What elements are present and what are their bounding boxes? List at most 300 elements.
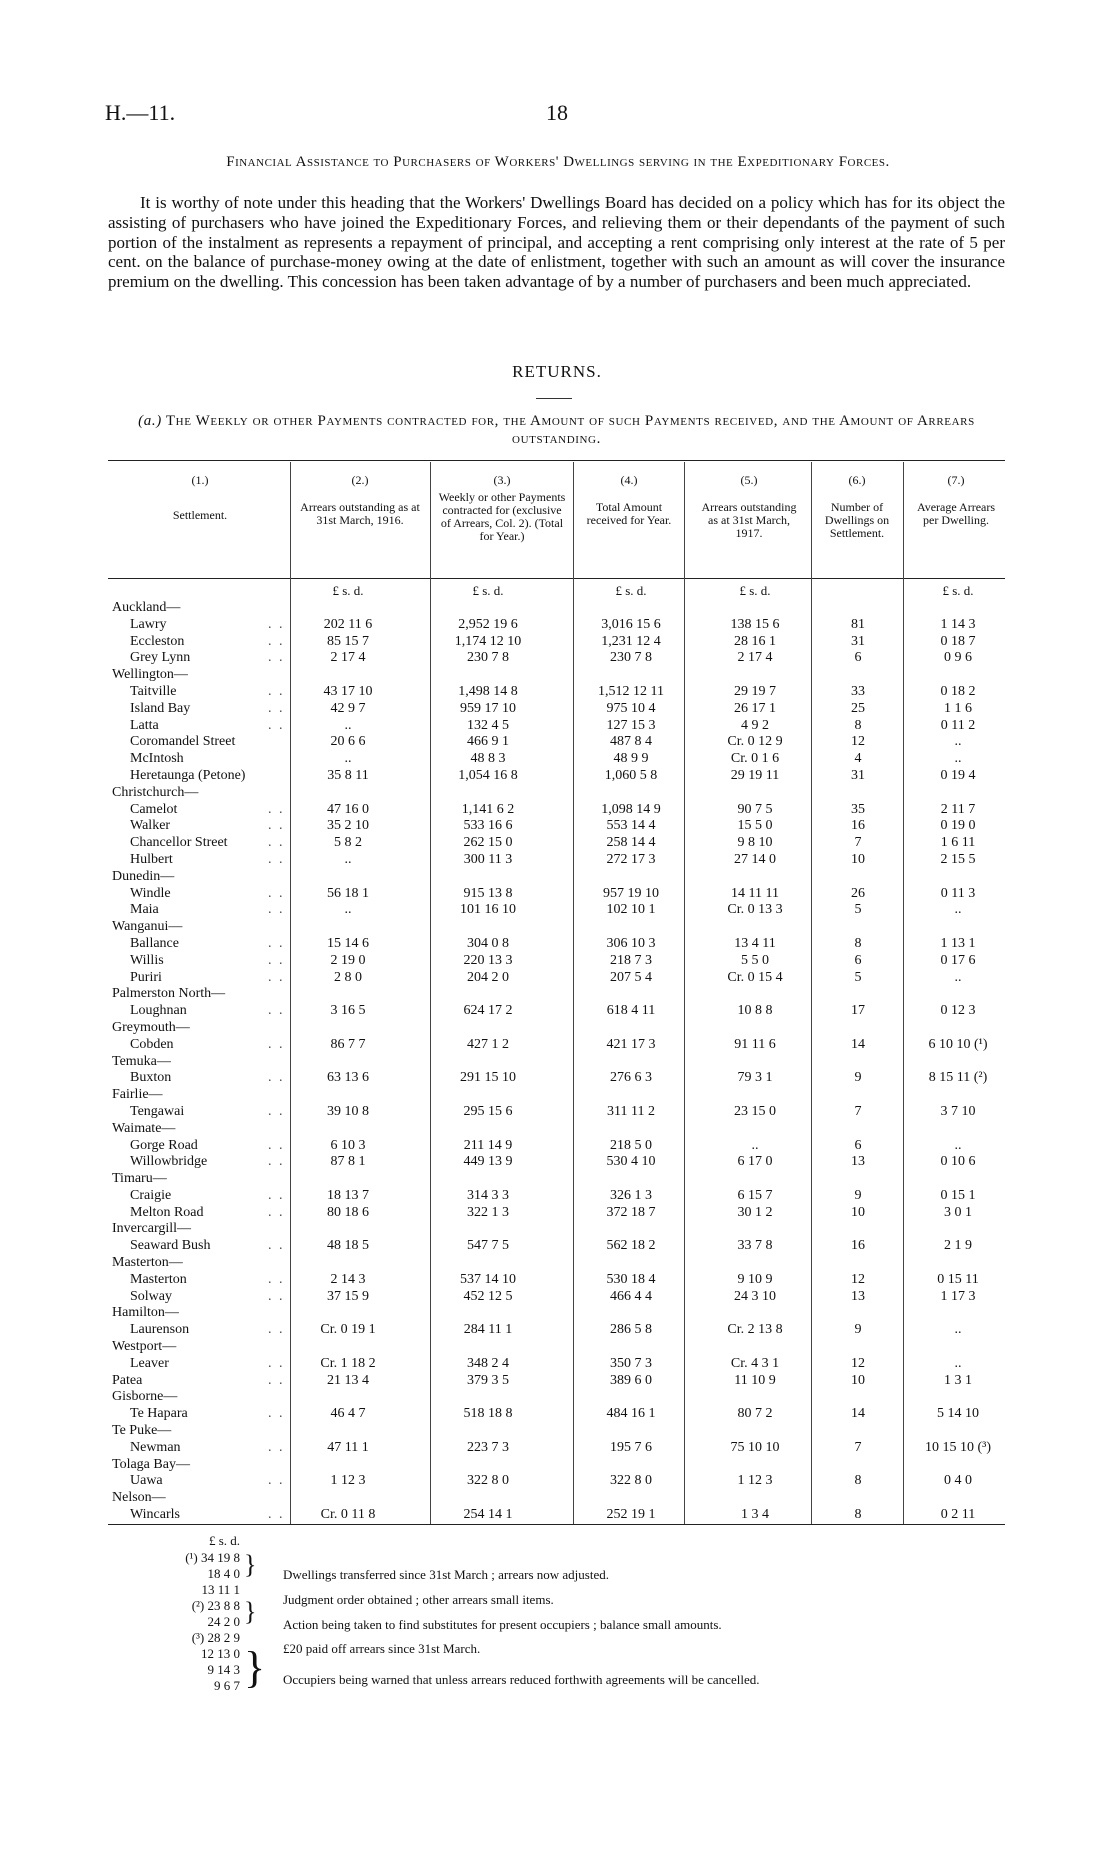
table-cell: 0 18 2	[940, 683, 976, 699]
table-cell: 13	[851, 1288, 865, 1304]
table-cell: 35 8 11	[327, 767, 369, 783]
leader-dots: . .	[268, 1406, 285, 1422]
settlement-name: Island Bay	[130, 700, 191, 716]
section-title: Financial Assistance to Purchasers of Workers' Dwellings serving in the Expeditionary Forces.	[226, 154, 890, 170]
settlement-name: Patea	[112, 1372, 143, 1388]
table-cell: 618 4 11	[606, 1003, 656, 1019]
short-rule	[536, 398, 572, 399]
table-cell: 0 11 3	[940, 885, 976, 901]
table-cell: 5 8 2	[334, 835, 362, 851]
settlement-name: Wellington—	[112, 667, 188, 683]
settlement-name: Gorge Road	[130, 1137, 198, 1153]
table-cell: 533 16 6	[463, 818, 513, 834]
table-cell: 127 15 3	[606, 717, 656, 733]
table-row	[0, 650, 1114, 667]
table-cell: 466 9 1	[467, 734, 509, 750]
settlement-name: Leaver	[130, 1355, 169, 1371]
table-cell: 85 15 7	[327, 633, 369, 649]
table-top-rule	[108, 460, 1005, 461]
table-cell: 975 10 4	[606, 700, 656, 716]
table-cell: 220 13 3	[463, 952, 513, 968]
table-cell: 2 15 5	[940, 851, 976, 867]
table-row	[0, 1406, 1114, 1423]
settlement-name: Christchurch—	[112, 784, 199, 800]
table-cell: 138 15 6	[730, 616, 780, 632]
table-cell: 13	[851, 1154, 865, 1170]
column-header-total-received	[576, 474, 682, 527]
table-cell: 81	[851, 616, 865, 632]
table-cell: 8	[854, 717, 862, 733]
table-row	[0, 852, 1114, 869]
footnote-units: £ s. d.	[208, 1533, 240, 1548]
table-cell: 1,231 12 4	[601, 633, 661, 649]
table-cell: Cr. 4 3 1	[730, 1355, 780, 1371]
leader-dots: . .	[268, 1372, 285, 1388]
leader-dots: . .	[268, 902, 285, 918]
table-cell: 24 3 10	[734, 1288, 776, 1304]
table-cell: 2,952 19 6	[458, 616, 518, 632]
table-cell: Cr. 0 11 8	[320, 1507, 376, 1523]
table-cell: 5 5 0	[741, 952, 769, 968]
table-cell: 10	[851, 1204, 865, 1220]
table-cell: ..	[954, 902, 962, 918]
table-cell: 322 1 3	[467, 1204, 509, 1220]
table-cell: ..	[954, 734, 962, 750]
table-cell: 2 11 7	[940, 801, 976, 817]
column-number: (1.)	[191, 473, 209, 487]
table-cell: 12	[851, 734, 865, 750]
table-cell: 204 2 0	[467, 969, 509, 985]
table-cell: 300 11 3	[463, 851, 513, 867]
table-cell: 1 1 6	[944, 700, 972, 716]
settlement-name: Loughnan	[130, 1003, 187, 1019]
table-cell: 1 3 1	[944, 1372, 972, 1388]
settlement-name: Melton Road	[130, 1204, 204, 1220]
column-header-settlement	[112, 474, 288, 522]
table-cell: 3 16 5	[330, 1003, 366, 1019]
table-cell: 8	[854, 1507, 862, 1523]
table-row	[0, 1003, 1114, 1020]
table-cell: 0 2 11	[940, 1507, 976, 1523]
table-cell: 258 14 4	[606, 835, 656, 851]
table-cell: 530 18 4	[606, 1271, 656, 1287]
table-cell: 3 0 1	[944, 1204, 972, 1220]
column-number: (3.)	[493, 473, 511, 487]
table-cell: Cr. 0 13 3	[727, 902, 783, 918]
table-cell: 2 8 0	[334, 969, 362, 985]
settlement-name: Te Puke—	[112, 1423, 172, 1439]
leader-dots: . .	[268, 1187, 285, 1203]
page-number: 18	[546, 100, 568, 125]
table-cell: ..	[954, 1322, 962, 1338]
table-cell: 47 16 0	[327, 801, 369, 817]
table-cell: 254 14 1	[463, 1507, 513, 1523]
settlement-name: Windle	[130, 885, 171, 901]
table-cell: 4	[854, 751, 862, 767]
table-row	[0, 1473, 1114, 1490]
table-cell: 6 10 10 (¹)	[928, 1036, 988, 1052]
settlement-name: Willowbridge	[130, 1154, 208, 1170]
units-row	[0, 583, 1114, 600]
settlement-name: Temuka—	[112, 1053, 171, 1069]
table-cell: 9	[854, 1322, 862, 1338]
table-cell: 48 9 9	[613, 751, 649, 767]
settlement-name: Eccleston	[130, 633, 185, 649]
settlement-name: Palmerston North—	[112, 986, 226, 1002]
leader-dots: . .	[268, 969, 285, 985]
column-label: Weekly or other Payments contracted for (exclusive of Arrears, Col. 2). (Total for Year.)	[438, 490, 566, 543]
table-row	[0, 1154, 1114, 1171]
table-row	[0, 902, 1114, 919]
leader-dots: . .	[268, 1154, 285, 1170]
settlement-name: Fairlie—	[112, 1087, 163, 1103]
settlement-name: Masterton	[130, 1271, 187, 1287]
table-cell: 26 17 1	[734, 700, 776, 716]
table-cell: 101 16 10	[460, 902, 516, 918]
settlement-name: Newman	[130, 1439, 181, 1455]
settlement-name: Coromandel Street	[130, 734, 236, 750]
table-cell: 18 13 7	[327, 1187, 369, 1203]
leader-dots: . .	[268, 1322, 285, 1338]
settlement-name: Te Hapara	[130, 1406, 188, 1422]
table-row	[0, 1322, 1114, 1339]
table-cell: 14	[851, 1036, 865, 1052]
footnote-amount: 18 4 0	[207, 1566, 240, 1581]
table-cell: 1 6 11	[940, 835, 976, 851]
table-cell: 272 17 3	[606, 851, 656, 867]
table-cell: 1 13 1	[940, 935, 976, 951]
leader-dots: . .	[268, 1439, 285, 1455]
table-cell: 35	[851, 801, 865, 817]
table-group-row	[0, 1221, 1114, 1238]
table-cell: 10	[851, 851, 865, 867]
table-cell: 547 7 5	[467, 1238, 509, 1254]
table-cell: 6 15 7	[737, 1187, 773, 1203]
leader-dots: . .	[268, 1103, 285, 1119]
table-cell: 230 7 8	[467, 650, 509, 666]
table-cell: 11 10 9	[734, 1372, 776, 1388]
table-cell: 8 15 11 (²)	[928, 1070, 988, 1086]
table-row	[0, 1070, 1114, 1087]
table-cell: 295 15 6	[463, 1103, 513, 1119]
table-cell: 48 18 5	[327, 1238, 369, 1254]
table-cell: 223 7 3	[467, 1439, 509, 1455]
table-cell: 42 9 7	[330, 700, 366, 716]
unit-label: £ s. d.	[615, 583, 647, 598]
table-cell: 452 12 5	[463, 1288, 513, 1304]
leader-dots: . .	[268, 1507, 285, 1523]
table-cell: 2 1 9	[944, 1238, 972, 1254]
leader-dots: . .	[268, 1473, 285, 1489]
table-cell: 487 8 4	[610, 734, 652, 750]
table-cell: 230 7 8	[610, 650, 652, 666]
table-cell: ..	[954, 1137, 962, 1153]
table-cell: 1 14 3	[940, 616, 976, 632]
table-cell: 4 9 2	[741, 717, 769, 733]
table-cell: Cr. 2 13 8	[727, 1322, 783, 1338]
footnote-brace: }	[244, 1550, 257, 1579]
table-row	[0, 1356, 1114, 1373]
table-cell: 33	[851, 683, 865, 699]
table-cell: 10 8 8	[737, 1003, 773, 1019]
table-cell: 1 17 3	[940, 1288, 976, 1304]
settlement-name: Maia	[130, 902, 159, 918]
table-cell: 291 15 10	[460, 1070, 516, 1086]
table-cell: 1,512 12 11	[598, 683, 664, 699]
table-group-row	[0, 869, 1114, 886]
settlement-name: Buxton	[130, 1070, 172, 1086]
unit-label: £ s. d.	[332, 583, 364, 598]
table-title-text: The Weekly or other Payments contracted for, the Amount of such Payments received, and the Amount of Arrears outstanding.	[165, 413, 975, 447]
settlement-name: Camelot	[130, 801, 178, 817]
settlement-name: Laurenson	[130, 1322, 190, 1338]
settlement-name: Westport—	[112, 1339, 177, 1355]
settlement-name: Timaru—	[112, 1171, 167, 1187]
table-group-row	[0, 1305, 1114, 1322]
table-group-row	[0, 1423, 1114, 1440]
table-cell: 262 15 0	[463, 835, 513, 851]
settlement-name: Heretaunga (Petone)	[130, 767, 246, 783]
settlement-name: McIntosh	[130, 751, 184, 767]
table-cell: 5	[854, 902, 862, 918]
footnote-amount: 24 2 0	[207, 1614, 240, 1629]
column-header-arrears-1916	[300, 474, 420, 527]
table-cell: Cr. 0 15 4	[727, 969, 783, 985]
table-cell: 1 12 3	[737, 1473, 773, 1489]
table-cell: 484 16 1	[606, 1406, 656, 1422]
table-cell: 46 4 7	[330, 1406, 366, 1422]
table-cell: 372 18 7	[606, 1204, 656, 1220]
column-header-dwellings	[814, 474, 900, 540]
settlement-name: Grey Lynn	[130, 650, 191, 666]
table-row	[0, 1238, 1114, 1255]
table-cell: 0 9 6	[944, 650, 972, 666]
table-cell: 2 17 4	[737, 650, 773, 666]
table-cell: 35 2 10	[327, 818, 369, 834]
table-row	[0, 734, 1114, 751]
unit-label: £ s. d.	[942, 583, 974, 598]
table-cell: 63 13 6	[327, 1070, 369, 1086]
table-cell: 6 10 3	[330, 1137, 366, 1153]
table-cell: 21 13 4	[327, 1372, 369, 1388]
table-row	[0, 1205, 1114, 1222]
leader-dots: . .	[268, 1288, 285, 1304]
leader-dots: . .	[268, 801, 285, 817]
leader-dots: . .	[268, 885, 285, 901]
table-cell: 29 19 7	[734, 683, 776, 699]
table-row	[0, 970, 1114, 987]
footnote-amount: 9 14 3	[207, 1662, 240, 1677]
table-cell: 9 10 9	[737, 1271, 773, 1287]
leader-dots: . .	[268, 683, 285, 699]
table-cell: Cr. 0 19 1	[320, 1322, 376, 1338]
leader-dots: . .	[268, 935, 285, 951]
returns-heading: RETURNS.	[512, 362, 602, 381]
settlement-name: Invercargill—	[112, 1221, 192, 1237]
table-cell: 15 14 6	[327, 935, 369, 951]
table-cell: 1,498 14 8	[458, 683, 518, 699]
table-cell: ..	[954, 751, 962, 767]
table-cell: 1,054 16 8	[458, 767, 518, 783]
column-header-payments	[436, 474, 568, 543]
table-cell: 20 6 6	[330, 734, 366, 750]
column-label: Average Arrears per Dwelling.	[916, 500, 996, 527]
table-cell: 218 5 0	[610, 1137, 652, 1153]
table-cell: 47 11 1	[327, 1439, 369, 1455]
column-number: (7.)	[947, 473, 965, 487]
table-row	[0, 1373, 1114, 1390]
settlement-name: Auckland—	[112, 600, 181, 615]
footnote-amount: 12 13 0	[201, 1646, 240, 1661]
table-cell: 389 6 0	[610, 1372, 652, 1388]
leader-dots: . .	[268, 633, 285, 649]
unit-label: £ s. d.	[739, 583, 771, 598]
table-cell: 16	[851, 1238, 865, 1254]
table-cell: 314 3 3	[467, 1187, 509, 1203]
table-cell: 0 4 0	[944, 1473, 972, 1489]
table-row	[0, 634, 1114, 651]
leader-dots: . .	[268, 1137, 285, 1153]
table-cell: 7	[854, 1103, 862, 1119]
footnote-note: Occupiers being warned that unless arrears reduced forthwith agreements will be cancelled.	[283, 1672, 760, 1687]
unit-label: £ s. d.	[472, 583, 504, 598]
table-group-row	[0, 1020, 1114, 1037]
table-cell: 48 8 3	[470, 751, 506, 767]
settlement-name: Cobden	[130, 1036, 174, 1052]
table-header-rule	[108, 578, 1005, 579]
leader-dots: . .	[268, 1355, 285, 1371]
table-row	[0, 835, 1114, 852]
table-cell: Cr. 0 1 6	[730, 751, 780, 767]
table-cell: 562 18 2	[606, 1238, 656, 1254]
table-cell: 348 2 4	[467, 1355, 509, 1371]
settlement-name: Ballance	[130, 935, 179, 951]
table-cell: 276 6 3	[610, 1070, 652, 1086]
table-cell: 449 13 9	[463, 1154, 513, 1170]
settlement-name: Solway	[130, 1288, 172, 1304]
table-group-row	[0, 1255, 1114, 1272]
table-cell: 15 5 0	[737, 818, 773, 834]
table-cell: 518 18 8	[463, 1406, 513, 1422]
leader-dots: . .	[268, 952, 285, 968]
table-cell: ..	[954, 1355, 962, 1371]
table-cell: 6	[854, 1137, 862, 1153]
table-cell: 13 4 11	[734, 935, 776, 951]
footnote-amount: (³) 28 2 9	[191, 1630, 240, 1645]
table-group-row	[0, 785, 1114, 802]
table-group-row	[0, 1171, 1114, 1188]
column-number: (2.)	[351, 473, 369, 487]
table-group-row	[0, 1087, 1114, 1104]
table-row	[0, 768, 1114, 785]
leader-dots: . .	[268, 717, 285, 733]
table-cell: 5	[854, 969, 862, 985]
table-cell: 1,060 5 8	[604, 767, 658, 783]
table-cell: 427 1 2	[467, 1036, 509, 1052]
footnote-brace: }	[244, 1643, 266, 1692]
table-cell: 5 14 10	[937, 1406, 979, 1422]
settlement-name: Hulbert	[130, 851, 173, 867]
settlement-name: Willis	[130, 952, 164, 968]
settlement-name: Craigie	[130, 1187, 172, 1203]
footnote-amount: 9 6 7	[214, 1678, 240, 1693]
table-cell: 0 17 6	[940, 952, 976, 968]
table-cell: 10	[851, 1372, 865, 1388]
table-cell: ..	[954, 969, 962, 985]
settlement-name: Walker	[130, 818, 171, 834]
table-row	[0, 751, 1114, 768]
table-cell: 9 8 10	[737, 835, 773, 851]
table-cell: 1,141 6 2	[461, 801, 515, 817]
table-cell: 915 13 8	[463, 885, 513, 901]
leader-dots: . .	[268, 1271, 285, 1287]
table-cell: ..	[344, 717, 352, 733]
table-cell: 379 3 5	[467, 1372, 509, 1388]
settlement-name: Greymouth—	[112, 1019, 190, 1035]
footnote-note: £20 paid off arrears since 31st March.	[283, 1641, 481, 1656]
table-cell: 322 8 0	[467, 1473, 509, 1489]
leader-dots: . .	[268, 1003, 285, 1019]
table-row	[0, 701, 1114, 718]
table-title	[108, 412, 1005, 448]
table-cell: 25	[851, 700, 865, 716]
table-cell: 43 17 10	[323, 683, 373, 699]
table-cell: 0 19 0	[940, 818, 976, 834]
table-cell: 350 7 3	[610, 1355, 652, 1371]
table-group-row	[0, 1457, 1114, 1474]
table-cell: 553 14 4	[606, 818, 656, 834]
column-label: Settlement.	[172, 508, 228, 522]
table-cell: ..	[344, 851, 352, 867]
table-cell: 86 7 7	[330, 1036, 366, 1052]
table-cell: 326 1 3	[610, 1187, 652, 1203]
table-cell: 306 10 3	[606, 935, 656, 951]
leader-dots: . .	[268, 851, 285, 867]
table-row	[0, 886, 1114, 903]
table-group-row	[0, 919, 1114, 936]
table-cell: 0 12 3	[940, 1003, 976, 1019]
table-cell: 29 19 11	[730, 767, 780, 783]
table-cell: 132 4 5	[467, 717, 509, 733]
table-cell: 39 10 8	[327, 1103, 369, 1119]
table-cell: 2 17 4	[330, 650, 366, 666]
footnote-note: Dwellings transferred since 31st March ; arrears now adjusted.	[283, 1567, 609, 1582]
table-cell: 80 7 2	[737, 1406, 773, 1422]
table-cell: 3 7 10	[940, 1103, 976, 1119]
table-cell: 1 12 3	[330, 1473, 366, 1489]
table-cell: 31	[851, 633, 865, 649]
table-title-label: (a.)	[138, 413, 162, 429]
table-cell: 12	[851, 1355, 865, 1371]
leader-dots: . .	[268, 1036, 285, 1052]
settlement-name: Dunedin—	[112, 868, 175, 884]
table-cell: 1,174 12 10	[454, 633, 522, 649]
table-cell: 7	[854, 835, 862, 851]
settlement-name: Masterton—	[112, 1255, 183, 1271]
table-cell: 195 7 6	[610, 1439, 652, 1455]
table-cell: 311 11 2	[607, 1103, 655, 1119]
table-cell: 16	[851, 818, 865, 834]
table-cell: 9	[854, 1187, 862, 1203]
column-label: Arrears outstanding as at 31st March, 1916.	[300, 500, 420, 527]
table-cell: 0 15 11	[937, 1271, 979, 1287]
settlement-name: Puriri	[130, 969, 162, 985]
leader-dots: . .	[268, 1238, 285, 1254]
table-group-row	[0, 1054, 1114, 1071]
settlement-name: Latta	[130, 717, 159, 733]
table-cell: Cr. 0 12 9	[727, 734, 783, 750]
document-reference: H.—11.	[105, 100, 176, 125]
